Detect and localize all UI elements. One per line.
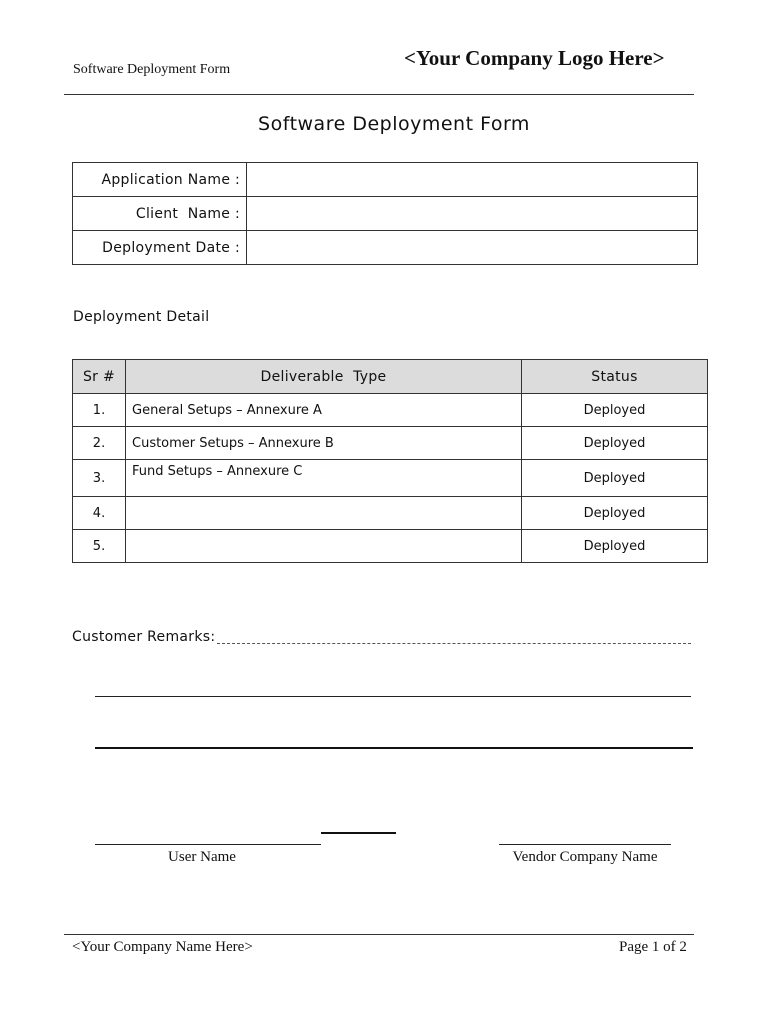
vendor-company-name-label: Vendor Company Name [512,849,658,865]
info-row-client [73,197,698,231]
page-title: Software Deployment Form [258,113,530,135]
user-signature-line[interactable] [95,844,321,845]
row-status: Deployed [522,497,708,530]
row-deliverable-type: Customer Setups – Annexure B [126,427,522,460]
customer-remarks-line[interactable] [95,696,691,697]
column-header-sr: Sr # [73,360,126,394]
client-name-field[interactable] [247,197,698,231]
table-header-row [73,360,708,394]
table-row [73,427,708,460]
header-form-name: Software Deployment Form [73,62,231,77]
deliverables-table [72,359,708,563]
row-sr: 3. [73,460,126,497]
table-row [73,530,708,563]
footer-company-name: <Your Company Name Here> [72,939,253,955]
row-deliverable-type[interactable] [126,497,522,530]
row-deliverable-type: General Setups – Annexure A [126,394,522,427]
row-deliverable-type[interactable] [126,530,522,563]
customer-remarks-label: Customer Remarks: [72,629,216,645]
table-row [73,497,708,530]
user-name-label: User Name [168,849,236,865]
row-sr: 1. [73,394,126,427]
deployment-date-label: Deployment Date : [73,231,247,265]
footer-divider [64,934,694,935]
deployment-date-field[interactable] [247,231,698,265]
customer-remarks-line[interactable] [95,747,693,749]
row-status: Deployed [522,427,708,460]
row-status: Deployed [522,460,708,497]
client-name-label: Client Name : [73,197,247,231]
table-row [73,460,708,497]
header-divider [64,94,694,95]
row-sr: 2. [73,427,126,460]
info-row-deployment-date [73,231,698,265]
deployment-info-table [72,162,698,265]
company-logo-placeholder: <Your Company Logo Here> [404,46,665,70]
row-status: Deployed [522,394,708,427]
info-row-application [73,163,698,197]
signature-divider-line [321,832,396,834]
row-sr: 5. [73,530,126,563]
column-header-deliverable-type: Deliverable Type [126,360,522,394]
row-status: Deployed [522,530,708,563]
application-name-field[interactable] [247,163,698,197]
footer-page-number: Page 1 of 2 [619,939,687,955]
deployment-detail-heading: Deployment Detail [73,309,210,325]
column-header-status: Status [522,360,708,394]
row-deliverable-type: Fund Setups – Annexure C [126,460,522,497]
customer-remarks-input-line[interactable] [217,643,691,644]
application-name-label: Application Name : [73,163,247,197]
row-sr: 4. [73,497,126,530]
vendor-signature-line[interactable] [499,844,671,845]
table-row [73,394,708,427]
